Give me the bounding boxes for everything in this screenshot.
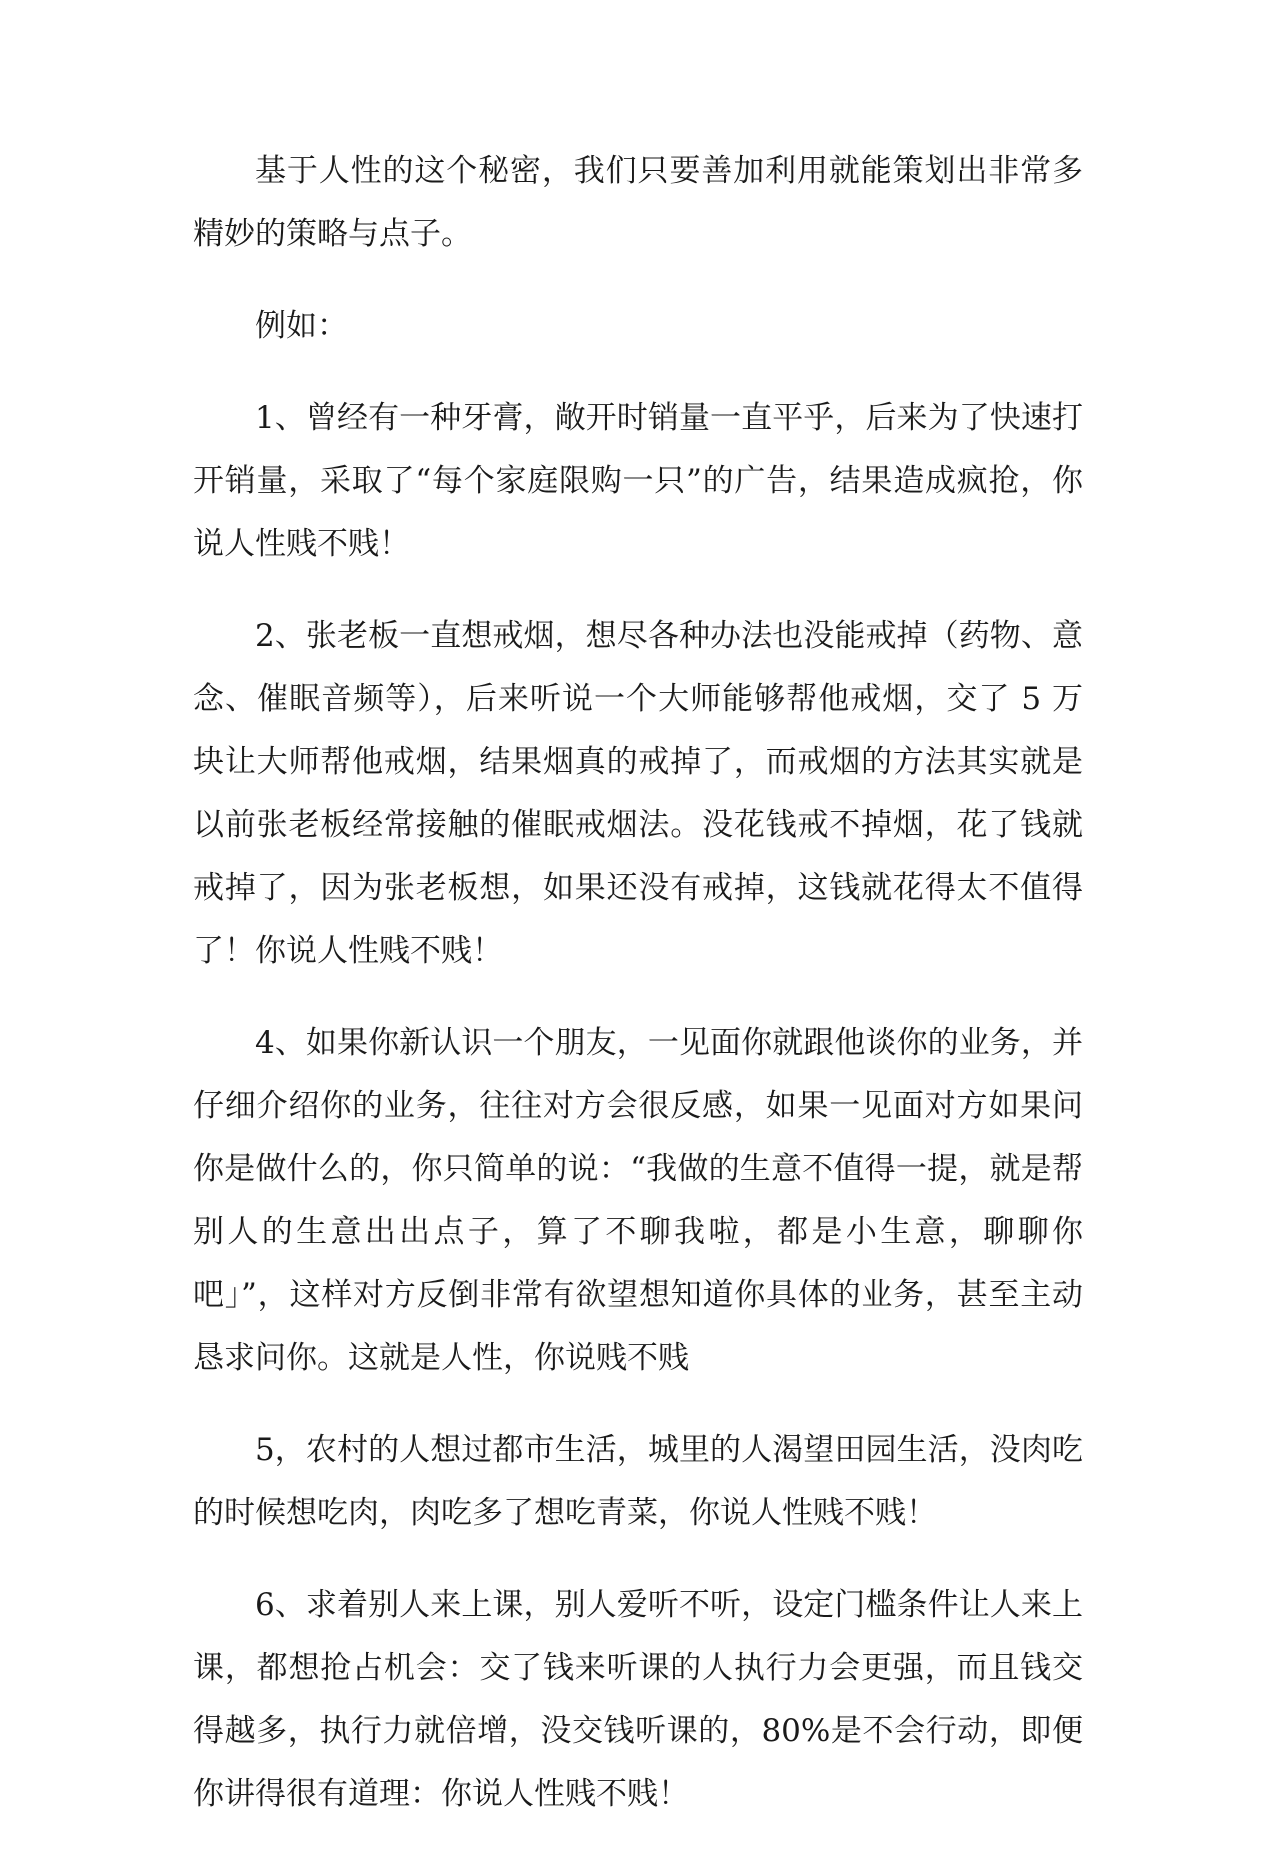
paragraph-item-5: 5，农村的人想过都市生活，城里的人渴望田园生活，没肉吃的时候想吃肉，肉吃多了想吃青菜，你说人性贱不贱！	[193, 1432, 1083, 1531]
paragraph-intro: 基于人性的这个秘密，我们只要善加利用就能策划出非常多精妙的策略与点子。	[193, 153, 1083, 252]
paragraph-item-4: 4、如果你新认识一个朋友，一见面你就跟他谈你的业务，并仔细介绍你的业务，往往对方会很反感，如果一见面对方如果问你是做什么的，你只简单的说：“我做的生意不值得一提，就是帮别人的生意出出点子，算了不聊我啦，都是小生意，聊聊你吧」”，这样对方反倒非常有欲望想知道你具体的业务，甚至主动恳求问你。这就是人性，你说贱不贱	[193, 1025, 1083, 1376]
document-body	[193, 140, 1083, 1855]
paragraph-item-1: 1、曾经有一种牙膏，敞开时销量一直平乎，后来为了快速打开销量，采取了“每个家庭限购一只”的广告，结果造成疯抢，你说人性贱不贱！	[193, 400, 1083, 562]
paragraph-item-6: 6、求着别人来上课，别人爱听不听，设定门槛条件让人来上课，都想抢占机会：交了钱来听课的人执行力会更强，而且钱交得越多，执行力就倍增，没交钱听课的，80%是不会行动，即便你讲得很有道理：你说人性贱不贱！	[193, 1587, 1083, 1812]
paragraph-item-2: 2、张老板一直想戒烟，想尽各种办法也没能戒掉（药物、意念、催眠音频等），后来听说一个大师能够帮他戒烟，交了 5 万块让大师帮他戒烟，结果烟真的戒掉了，而戒烟的方法其实就是以前张老板经常接触的催眠戒烟法。没花钱戒不掉烟，花了钱就戒掉了，因为张老板想，如果还没有戒掉，这钱就花得太不值得了！你说人性贱不贱！	[193, 618, 1083, 969]
paragraph-example-heading: 例如：	[255, 308, 348, 344]
